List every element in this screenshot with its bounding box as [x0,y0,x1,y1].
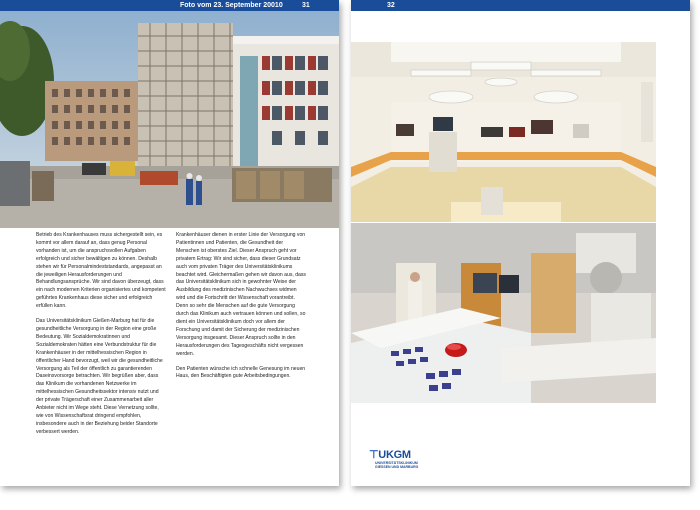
page-number-right: 32 [387,2,395,9]
paragraph: Den Patienten wünsche ich schnelle Genesung im neuen Haus, den Beschäftigten gute Arbeitsbedingungen. [176,365,306,380]
paragraph: Krankenhäuser dienen in erster Linie der Versorgung von Patientinnen und Patienten, die Gesundheit der Menschen ist oberstes Ziel. Dieser Anspruch geht vor privatem Ertrag: Wir sind sicher, dass dieser Grundsatz auch vom privaten Träger des Universitätsklinikums beachtet wird. Gleichermaßen gehen wir davon aus, dass das Universitätsklinikum sich in gewohnter Weise der Ausbildung des medizinischen Nachwuchses widmen wird und die Fortschritt der Wissenschaft vorantreibt. Denn so sehr die Menschen auf die gute Versorgung durch das Klinikum auch vertrauen können und sollen, so dient ein Universitätsklinikum doch vor allem der Forschung und damit der Sicherung der medizinischen Versorgung insgesamt. Dieser Anspruch sollte in den Herausforderungen des Tagesgeschäfts nicht vergessen werden. [176,232,306,357]
text-column-2 [176,232,306,388]
paragraph: Das Universitätsklinikum Gießen-Marburg hat für die gesundheitliche Versorgung in der Region eine große Bedeutung. Wir Sozialdemokratinnen und Sozialdemokraten hätten eine Verbundstruktur für die Krankenhäuser in der mittelhessischen Region in öffentlicher Hand bevorzugt, weil wir die gesundheitliche Versorgung als Teil der öffentlich zu garantierenden Daseinsvorsorge betrachten. Wir begrüßen aber, dass das Klinikum die vorhandenen Netzwerke im mittelhessischen Gesundheitssektor intensiv nutzt und der private Trägerschaft einer Zusammenarbeit aller Anbieter nicht im Wege steht. Diese Vernetzung sollte, wie von Wissenschaftsrat dringend empfohlen, insbesondere auch in der Beziehung beider Standorte verbessert werden. [36,318,163,435]
ukgm-logo-mark: ⊤UKGM [369,449,411,461]
operating-room-photo [351,42,656,222]
ukgm-logo [369,448,429,470]
left-header-bar [0,0,339,11]
text-column-1 [36,232,166,444]
logo-t-icon: ⊤ [369,449,379,461]
control-panel-photo [351,223,656,403]
ukgm-logo-subtitle: UNIVERSITÄTSKLINIKUM GIESSEN UND MARBURG [375,461,419,469]
right-header-bar [351,0,690,11]
construction-photo [0,11,339,228]
photo-caption: Foto vom 23. September 20010 [180,2,283,9]
right-page [351,0,690,486]
paragraph: Betrieb des Krankenhauses muss sichergestellt sein, es kommt vor allem darauf an, dass genug Personal vorhanden ist, um die anspruchsvollen Aufgaben erfolgreich und sicher bewältigen zu können. Deshalb stehen wir für Personalmindeststandards, angepasst an die jeweiligen Herausforderungen und Behandlungsansprüche. Wir sind davon überzeugt, dass ein nach modernen Kriterien organisiertes und kompetent geführtes Krankenhaus diese sicher und erfolgreich erfüllen kann. [36,232,166,310]
page-number-left: 31 [302,2,310,9]
